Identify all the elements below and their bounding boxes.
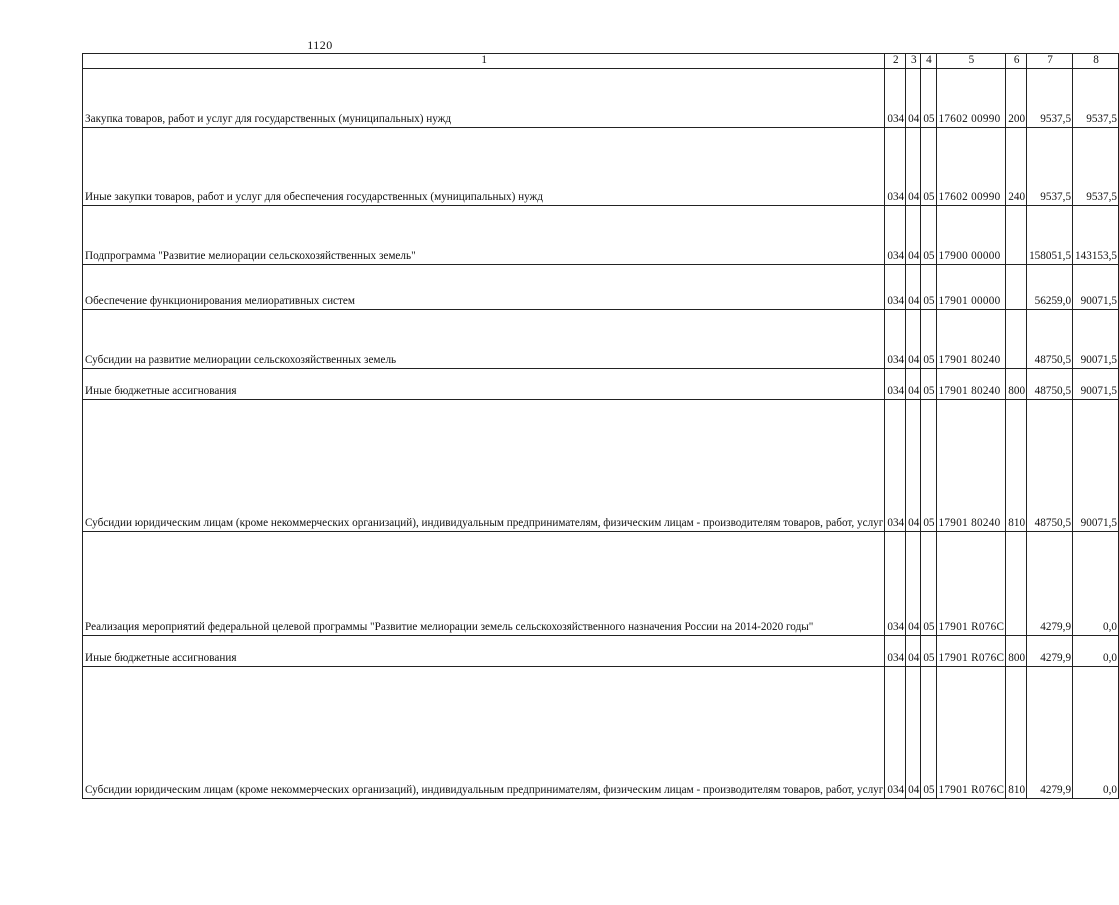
expense-type-code: 810 bbox=[1006, 666, 1027, 798]
ministry-code: 034 bbox=[885, 127, 906, 205]
section-code: 04 bbox=[906, 68, 921, 127]
header-row bbox=[83, 54, 1119, 69]
section-code: 04 bbox=[906, 368, 921, 399]
amount-year-1: 4279,9 bbox=[1027, 666, 1073, 798]
expense-type-code: 200 bbox=[1006, 68, 1027, 127]
amount-year-2: 9537,5 bbox=[1073, 68, 1119, 127]
target-article-code: 17901 00000 bbox=[936, 264, 1006, 309]
table-row bbox=[83, 399, 1119, 531]
target-article-code: 17901 80240 bbox=[936, 368, 1006, 399]
amount-year-1: 4279,9 bbox=[1027, 531, 1073, 635]
table-row bbox=[83, 68, 1119, 127]
ministry-code: 034 bbox=[885, 531, 906, 635]
subsection-code: 05 bbox=[921, 68, 936, 127]
target-article-code: 17901 R076C bbox=[936, 666, 1006, 798]
row-name: Субсидии на развитие мелиорации сельскохозяйственных земель bbox=[83, 309, 885, 368]
row-name: Иные бюджетные ассигнования bbox=[83, 635, 885, 666]
section-code: 04 bbox=[906, 309, 921, 368]
subsection-code: 05 bbox=[921, 531, 936, 635]
amount-year-2: 0,0 bbox=[1073, 666, 1119, 798]
ministry-code: 034 bbox=[885, 205, 906, 264]
amount-year-2: 0,0 bbox=[1073, 635, 1119, 666]
amount-year-2: 90071,5 bbox=[1073, 264, 1119, 309]
row-name: Субсидии юридическим лицам (кроме некоммерческих организаций), индивидуальным предпринимателям, физическим лицам - производителям товаров, работ, услуг bbox=[83, 399, 885, 531]
ministry-code: 034 bbox=[885, 368, 906, 399]
expense-type-code: 810 bbox=[1006, 399, 1027, 531]
expense-type-code bbox=[1006, 205, 1027, 264]
page-number: 1120 bbox=[307, 38, 333, 52]
amount-year-1: 48750,5 bbox=[1027, 309, 1073, 368]
row-name: Закупка товаров, работ и услуг для государственных (муниципальных) нужд bbox=[83, 68, 885, 127]
section-code: 04 bbox=[906, 531, 921, 635]
row-name: Субсидии юридическим лицам (кроме некоммерческих организаций), индивидуальным предпринимателям, физическим лицам - производителям товаров, работ, услуг bbox=[83, 666, 885, 798]
ministry-code: 034 bbox=[885, 68, 906, 127]
target-article-code: 17900 00000 bbox=[936, 205, 1006, 264]
col-header: 6 bbox=[1006, 54, 1027, 69]
expense-type-code bbox=[1006, 531, 1027, 635]
section-code: 04 bbox=[906, 205, 921, 264]
budget-table bbox=[82, 53, 1119, 799]
col-header: 8 bbox=[1073, 54, 1119, 69]
amount-year-2: 143153,5 bbox=[1073, 205, 1119, 264]
amount-year-2: 9537,5 bbox=[1073, 127, 1119, 205]
subsection-code: 05 bbox=[921, 368, 936, 399]
col-header: 3 bbox=[906, 54, 921, 69]
amount-year-2: 90071,5 bbox=[1073, 399, 1119, 531]
row-name: Иные закупки товаров, работ и услуг для обеспечения государственных (муниципальных) нужд bbox=[83, 127, 885, 205]
amount-year-2: 90071,5 bbox=[1073, 368, 1119, 399]
row-name: Подпрограмма "Развитие мелиорации сельскохозяйственных земель" bbox=[83, 205, 885, 264]
table-row bbox=[83, 666, 1119, 798]
amount-year-2: 0,0 bbox=[1073, 531, 1119, 635]
subsection-code: 05 bbox=[921, 127, 936, 205]
section-code: 04 bbox=[906, 666, 921, 798]
amount-year-1: 48750,5 bbox=[1027, 399, 1073, 531]
section-code: 04 bbox=[906, 635, 921, 666]
target-article-code: 17602 00990 bbox=[936, 127, 1006, 205]
expense-type-code: 800 bbox=[1006, 635, 1027, 666]
col-header: 4 bbox=[921, 54, 936, 69]
table-row bbox=[83, 264, 1119, 309]
amount-year-1: 9537,5 bbox=[1027, 68, 1073, 127]
expense-type-code bbox=[1006, 264, 1027, 309]
row-name: Иные бюджетные ассигнования bbox=[83, 368, 885, 399]
row-name: Обеспечение функционирования мелиоративных систем bbox=[83, 264, 885, 309]
subsection-code: 05 bbox=[921, 205, 936, 264]
table-row bbox=[83, 531, 1119, 635]
target-article-code: 17602 00990 bbox=[936, 68, 1006, 127]
subsection-code: 05 bbox=[921, 264, 936, 309]
amount-year-2: 90071,5 bbox=[1073, 309, 1119, 368]
ministry-code: 034 bbox=[885, 635, 906, 666]
col-header: 2 bbox=[885, 54, 906, 69]
table-row bbox=[83, 309, 1119, 368]
section-code: 04 bbox=[906, 127, 921, 205]
amount-year-1: 48750,5 bbox=[1027, 368, 1073, 399]
target-article-code: 17901 80240 bbox=[936, 309, 1006, 368]
expense-type-code bbox=[1006, 309, 1027, 368]
ministry-code: 034 bbox=[885, 309, 906, 368]
section-code: 04 bbox=[906, 399, 921, 531]
amount-year-1: 56259,0 bbox=[1027, 264, 1073, 309]
amount-year-1: 4279,9 bbox=[1027, 635, 1073, 666]
subsection-code: 05 bbox=[921, 635, 936, 666]
target-article-code: 17901 80240 bbox=[936, 399, 1006, 531]
subsection-code: 05 bbox=[921, 309, 936, 368]
target-article-code: 17901 R076C bbox=[936, 635, 1006, 666]
expense-type-code: 800 bbox=[1006, 368, 1027, 399]
table-row bbox=[83, 635, 1119, 666]
table-row bbox=[83, 127, 1119, 205]
ministry-code: 034 bbox=[885, 399, 906, 531]
table-row bbox=[83, 205, 1119, 264]
row-name: Реализация мероприятий федеральной целевой программы "Развитие мелиорации земель сельскохозяйственного назначения России на 2014-2020 годы" bbox=[83, 531, 885, 635]
col-header: 5 bbox=[936, 54, 1006, 69]
subsection-code: 05 bbox=[921, 666, 936, 798]
ministry-code: 034 bbox=[885, 264, 906, 309]
ministry-code: 034 bbox=[885, 666, 906, 798]
expense-type-code: 240 bbox=[1006, 127, 1027, 205]
table-row bbox=[83, 368, 1119, 399]
section-code: 04 bbox=[906, 264, 921, 309]
target-article-code: 17901 R076C bbox=[936, 531, 1006, 635]
subsection-code: 05 bbox=[921, 399, 936, 531]
col-header: 1 bbox=[83, 54, 885, 69]
amount-year-1: 9537,5 bbox=[1027, 127, 1073, 205]
amount-year-1: 158051,5 bbox=[1027, 205, 1073, 264]
col-header: 7 bbox=[1027, 54, 1073, 69]
